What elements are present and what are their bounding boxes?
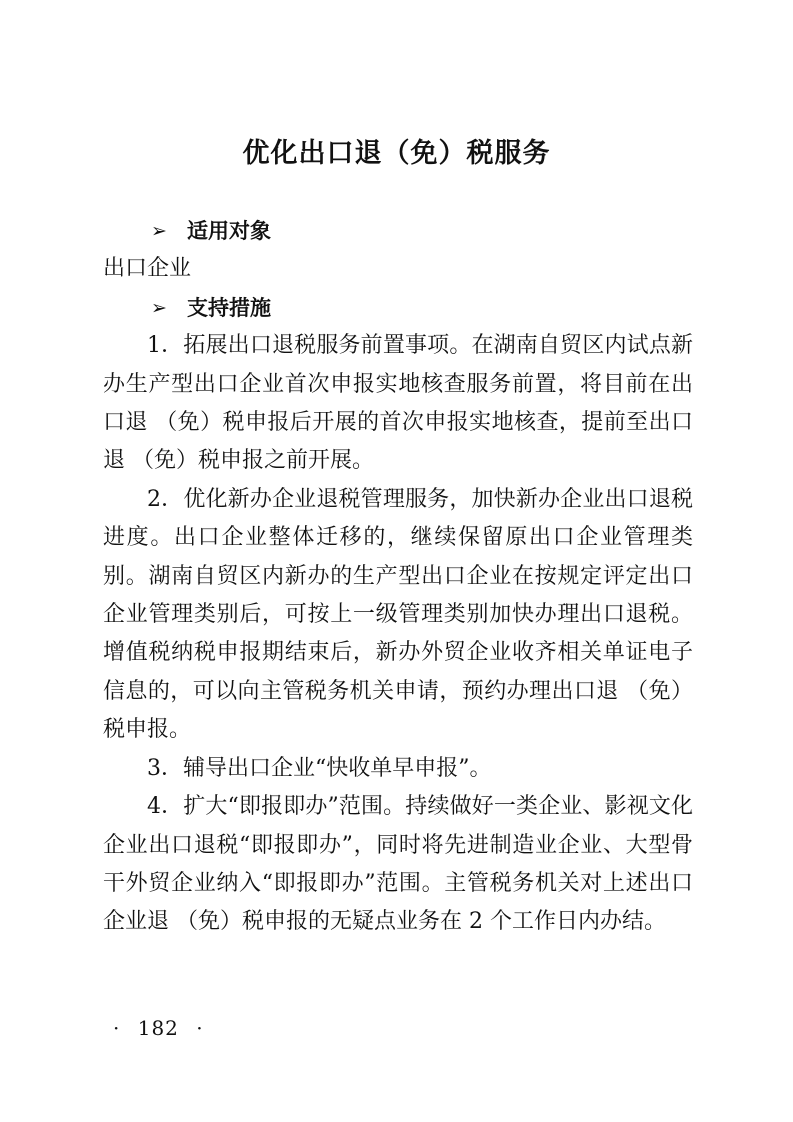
footer-left-dot: · (113, 1016, 121, 1040)
page-footer (103, 1014, 214, 1042)
applicable-objects-text: 出口企业 (103, 256, 192, 282)
measure-paragraph-4: 4．扩大“即报即办”范围。持续做好一类企业、影视文化企业出口退税“即报即办”，同时将先进制造业企业、大型骨干外贸企业纳入“即报即办”范围。主管税务机关对上述出口企业退 （免）税申报的无疑点业务在 2 个工作日内办结。 (103, 794, 693, 935)
section-heading-text: 适用对象 (187, 219, 271, 243)
page-title: 优化出口退（免）税服务 (242, 138, 551, 169)
arrow-bullet-icon: ➢ (151, 220, 167, 242)
measure-paragraph-3: 3．辅导出口企业“快收单早申报”。 (147, 755, 492, 781)
section-heading-text: 支持措施 (187, 295, 271, 320)
document-body (103, 212, 693, 942)
measure-paragraph-2: 2．优化新办企业退税管理服务，加快新办企业出口退税进度。出口企业整体迁移的，继续保留原出口企业管理类别。湖南自贸区内新办的生产型出口企业在按规定评定出口企业管理类别后，可按上一级管理类别加快办理出口退税。增值税纳税申报期结束后，新办外贸企业收齐相关单证电子信息的，可以向主管税务机关申请，预约办理出口退 （免）税申报。 (103, 486, 693, 743)
page-number: 182 (137, 1016, 179, 1040)
section-heading-applicable-objects (103, 212, 693, 250)
measure-paragraph-1: 1．拓展出口退税服务前置事项。在湖南自贸区内试点新办生产型出口企业首次申报实地核查服务前置，将目前在出口退 （免）税申报后开展的首次申报实地核查，提前至出口退 （免）税申报之前开展。 (103, 333, 693, 474)
arrow-bullet-icon: ➢ (151, 296, 167, 319)
section-heading-support-measures (103, 289, 693, 327)
footer-right-dot: · (196, 1016, 204, 1040)
